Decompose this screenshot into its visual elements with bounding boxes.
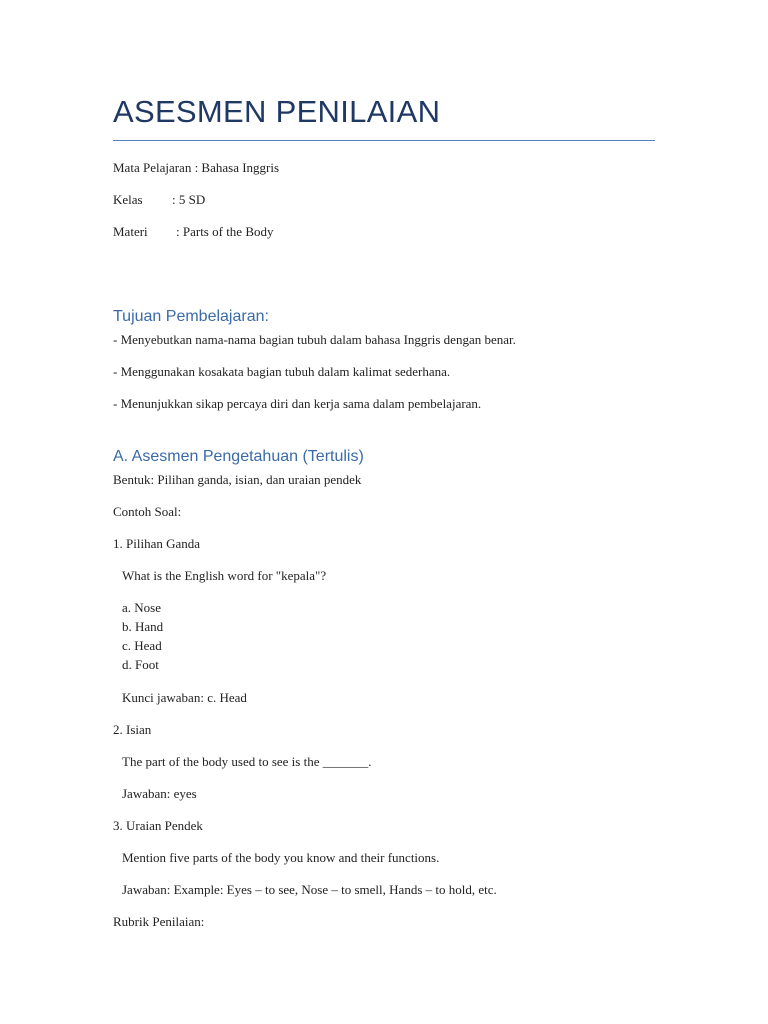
objective-item: - Menggunakan kosakata bagian tubuh dalam kalimat sederhana.	[113, 364, 451, 379]
question-2-text: The part of the body used to see is the _______.	[122, 754, 372, 769]
objectives-heading: Tujuan Pembelajaran:	[113, 308, 269, 325]
question-1-text: What is the English word for "kepala"?	[122, 568, 327, 583]
title-divider	[113, 140, 655, 141]
question-3-answer: Jawaban: Example: Eyes – to see, Nose – to smell, Hands – to hold, etc.	[122, 882, 497, 897]
question-3-label: 3. Uraian Pendek	[113, 818, 203, 833]
question-2-answer: Jawaban: eyes	[122, 786, 197, 801]
option-a: a. Nose	[122, 600, 161, 615]
material-label: Materi	[113, 224, 148, 239]
page-title: ASESMEN PENILAIAN	[113, 94, 441, 129]
rubric-label: Rubrik Penilaian:	[113, 914, 205, 929]
question-1-answer: Kunci jawaban: c. Head	[122, 690, 247, 705]
question-2-label: 2. Isian	[113, 722, 152, 737]
section-a-heading: A. Asesmen Pengetahuan (Tertulis)	[113, 448, 364, 465]
material-line	[113, 224, 274, 240]
class-line	[113, 192, 205, 208]
examples-label: Contoh Soal:	[113, 504, 182, 519]
question-3-text: Mention five parts of the body you know and their functions.	[122, 850, 440, 865]
question-1-label: 1. Pilihan Ganda	[113, 536, 201, 551]
class-value: : 5 SD	[172, 192, 206, 207]
option-b: b. Hand	[122, 619, 164, 634]
assessment-form: Bentuk: Pilihan ganda, isian, dan uraian pendek	[113, 472, 362, 487]
objective-item: - Menyebutkan nama-nama bagian tubuh dalam bahasa Inggris dengan benar.	[113, 332, 516, 347]
material-value: : Parts of the Body	[176, 224, 274, 239]
option-d: d. Foot	[122, 657, 159, 672]
option-c: c. Head	[122, 638, 162, 653]
objective-item: - Menunjukkan sikap percaya diri dan kerja sama dalam pembelajaran.	[113, 396, 482, 411]
subject-line: Mata Pelajaran : Bahasa Inggris	[113, 160, 280, 175]
class-label: Kelas	[113, 192, 143, 207]
